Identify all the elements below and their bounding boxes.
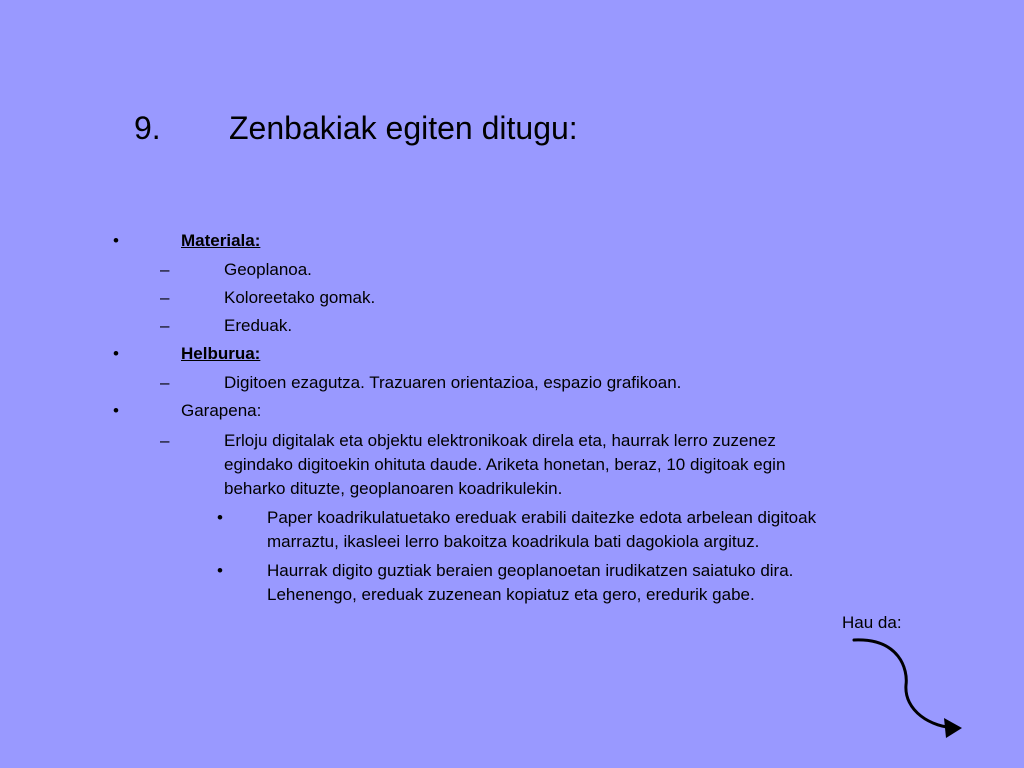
bullet-marker: • [113, 231, 119, 250]
paragraph-line: egindako digitoekin ohituta daude. Ariketa honetan, beraz, 10 digitoak egin [224, 455, 786, 474]
curved-arrow-icon [840, 630, 970, 740]
paragraph-line: Haurrak digito guztiak beraien geoplanoetan irudikatzen saiatuko dira. [267, 561, 794, 580]
paragraph-line: Erloju digitalak eta objektu elektronikoak direla eta, haurrak lerro zuzenez [224, 431, 776, 450]
dash-marker: – [160, 288, 170, 307]
sub-bullet-marker: • [217, 561, 223, 580]
list-item: Koloreetako gomak. [224, 288, 376, 307]
dash-marker: – [160, 431, 170, 450]
dash-marker: – [160, 373, 170, 392]
title-number: 9. [134, 110, 161, 146]
heading-garapena: Garapena: [181, 401, 262, 420]
list-item: Digitoen ezagutza. Trazuaren orientazioa, espazio grafikoan. [224, 373, 682, 392]
list-item: Ereduak. [224, 316, 293, 335]
dash-marker: – [160, 260, 170, 279]
paragraph-line: marraztu, ikasleei lerro bakoitza koadrikula bati dagokiola argituz. [267, 532, 760, 551]
sub-bullet-marker: • [217, 508, 223, 527]
title-text: Zenbakiak egiten ditugu: [229, 110, 578, 146]
dash-marker: – [160, 316, 170, 335]
paragraph-line: beharko dituzte, geoplanoaren koadrikulekin. [224, 479, 563, 498]
bullet-marker: • [113, 344, 119, 363]
paragraph-line: Paper koadrikulatuetako ereduak erabili daitezke edota arbelean digitoak [267, 508, 817, 527]
heading-helburua: Helburua: [181, 344, 261, 363]
footer-text: Hau da: [842, 613, 902, 632]
bullet-marker: • [113, 401, 119, 420]
paragraph-line: Lehenengo, ereduak zuzenean kopiatuz eta gero, eredurik gabe. [267, 585, 755, 604]
heading-materiala: Materiala: [181, 231, 261, 250]
slide-title [0, 104, 1024, 152]
list-item: Geoplanoa. [224, 260, 312, 279]
